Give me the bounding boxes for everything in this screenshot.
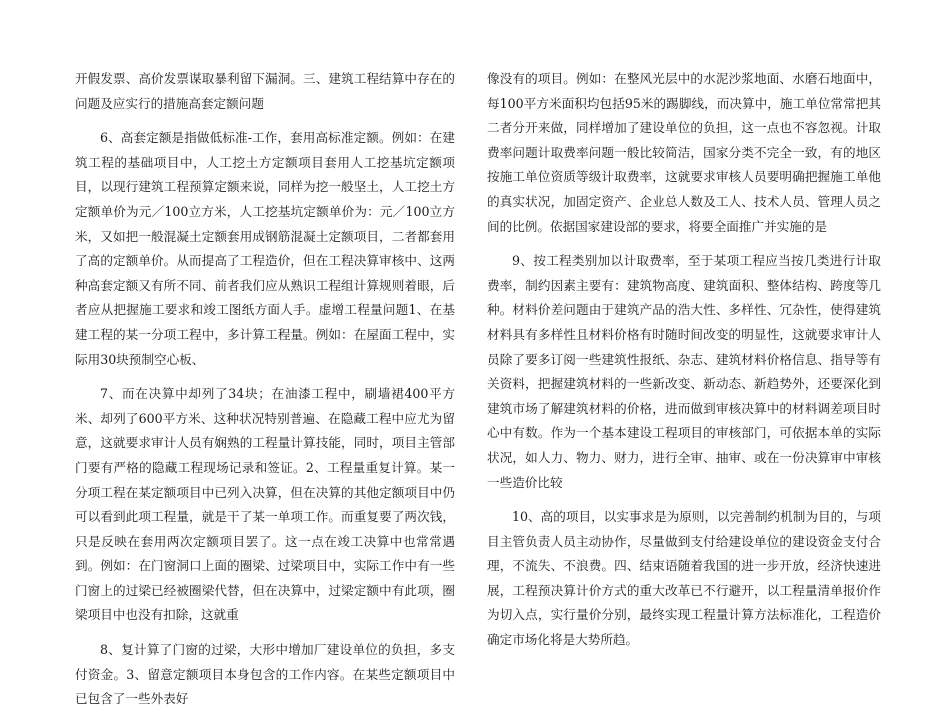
right-column	[487, 67, 881, 663]
paragraph: 7、而在决算中却列了34块；在油漆工程中，刷墙裙400平方米、却列了600平方米、这种状况特别普遍、在隐藏工程中应尤为留意，这就要求审计人员有娴熟的工程量计算技能，同时，项目主管部门要有严格的隐藏工程现场记录和签证。2、工程量重复计算。某一分项工程在某定额项目中已列入决算，但在决算的其他定额项目中仍可以看到此项工程量，就是干了某一单项工作。而重复要了两次钱，只是反映在套用两次定额项目罢了。这一点在竣工决算中也常常遇到。例如：在门窗洞口上面的圈梁、过梁项目中，实际工作中有一些门窗上的过梁已经被圈梁代替，但在决算中，过梁定额中有此项，圈梁项目中也没有扣除，这就重	[75, 386, 455, 623]
paragraph: 8、复计算了门窗的过梁，大形中增加厂建设单位的负担，多支付资金。3、留意定额项目本身包含的工作内容。在某些定额项目中已包含了一些外表好	[75, 642, 455, 707]
paragraph: 6、高套定额是指做低标准-工作，套用高标准定额。例如：在建筑工程的基础项目中，人工挖土方定额项目套用人工挖基坑定额项目，以现行建筑工程预算定额来说，同样为挖一般坚土，人工挖土方定额单价为元／100立方米，人工挖基坑定额单价为：元／100立方米，又如把一般混凝土定额套用成钢筋混凝土定额项目，二者都套用了高的定额单价。从而提高了工程造价，但在工程决算审核中、这两种高套定额又有所不同、前者我们应从熟识工程组计算规则着眼，后者应从把握施工要求和竣工图纸方面人手。虚增工程量问题1、在基建工程的某一分项工程中，多计算工程量。例如：在屋面工程中，实际用30块预制空心板、	[75, 130, 455, 367]
paragraph: 像没有的项目。例如：在整风光层中的水泥沙浆地面、水磨石地面中，每100平方米面积均包括95米的踢脚线，而决算中，施工单位常常把其二者分开来做，同样增加了建设单位的负担，这一点也不容忽视。计取费率问题计取费率问题一般比较简洁，国家分类不完全一致，有的地区按施工单位资质等级计取费率，这就要求审核人员要明确把握施工单他的真实状况，加固定资产、企业总人数及工人、技术人员、管理人员之间的比例。依据国家建设部的要求，将要全面推广并实施的是	[487, 71, 881, 234]
paragraph: 10、高的项目，以实事求是为原则，以完善制约机制为目的，与项目主管负责人员主动协作，尽量做到支付给建设单位的建设资金支付合理，不流失、不浪费。四、结束语随着我国的进一步开放，经济快速进展，工程预决算计价方式的重大改革已不行避开，以工程量清单报价作为切入点，实行量价分别，最终实现工程量计算方法标准化，工程造价确定市场化将是大势所趋。	[487, 509, 881, 648]
paragraph: 9、按工程类别加以计取费率，至于某项工程应当按几类进行计取费率，制约因素主要有：建筑物高度、建筑面积、整体结构、跨度等几种。材料价差问题由于建筑产品的浩大性、多样性、冗杂性，使得建筑材料具有多样性且材料价格有时随时间改变的明显性，这就要求审计人员除了要多订阅一些建筑性报纸、杂志、建筑材料价格信息、指导等有关资料，把握建筑材料的一些新改变、新动态、新趋势外，还要深化到建筑市场了解建筑材料的价格，进而做到审核决算中的材料调差项目时心中有数。作为一个基本建设工程项目的审核部门，可依据本单的实际状况，如人力、物力、财力，进行全审、抽审、或在一份决算审中审核一些造价比较	[487, 253, 881, 490]
left-column	[75, 67, 455, 722]
paragraph: 开假发票、高价发票谋取暴利留下漏洞。三、建筑工程结算中存在的问题及应实行的措施高套定额问题	[75, 71, 455, 111]
